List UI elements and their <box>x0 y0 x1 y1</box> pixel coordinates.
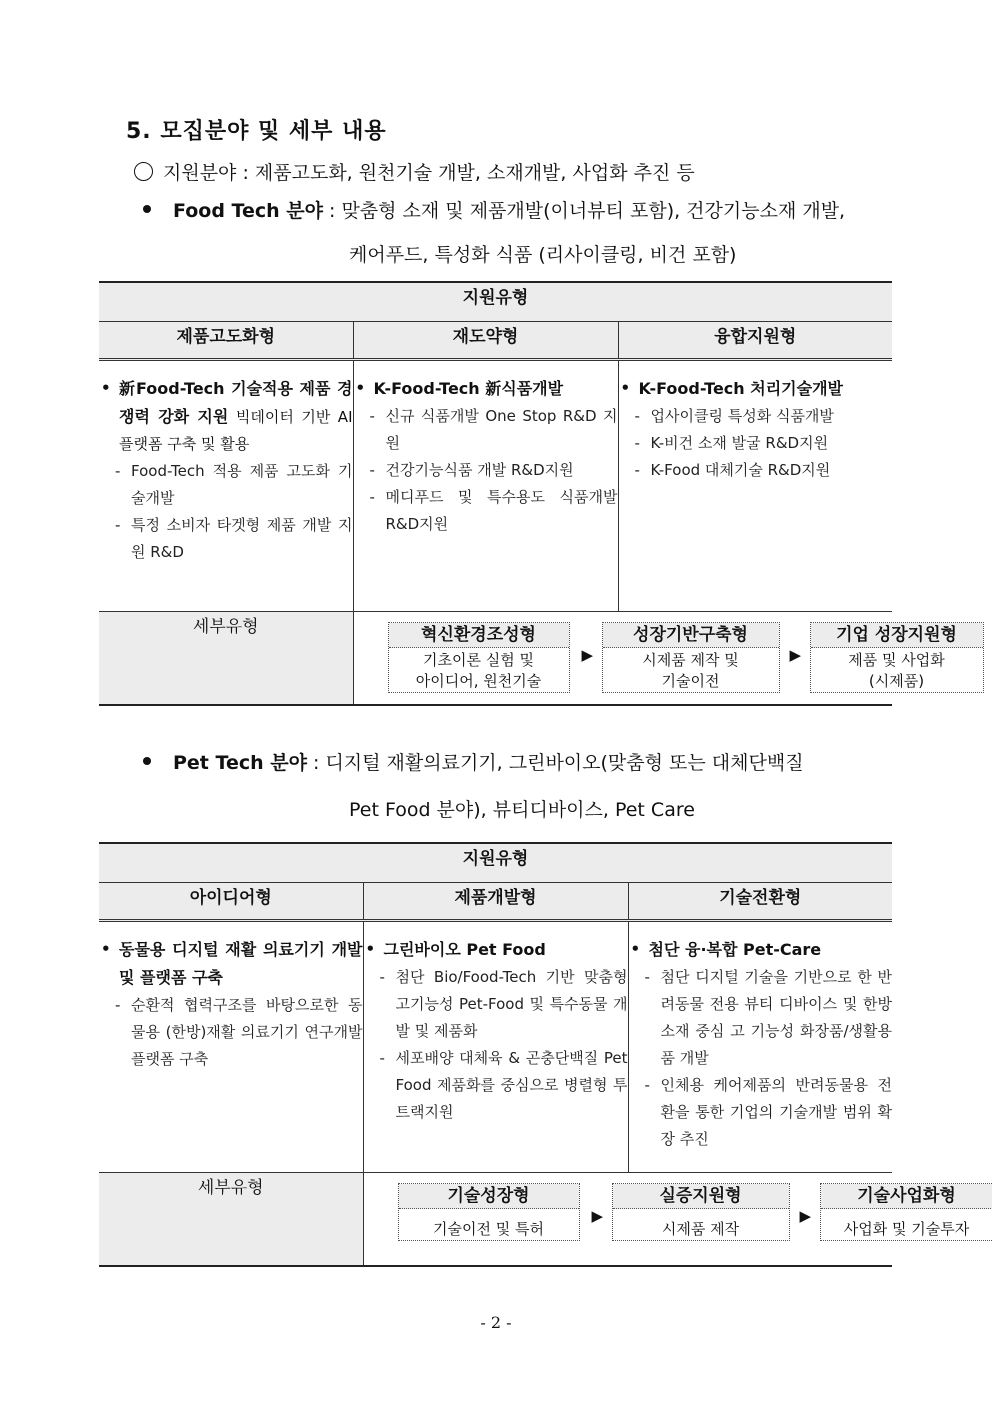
list-item: - 신규 식품개발 One Stop R&D 지원 <box>354 403 618 457</box>
list-item <box>629 936 893 964</box>
flow-title: 기술사업화형 <box>821 1184 992 1209</box>
support-type-header: 지원유형 <box>99 282 892 322</box>
col-header-tech-transfer: 기술전환형 <box>628 883 892 921</box>
pet-tech-desc-2: Pet Food 분야), 뷰티디바이스, Pet Care <box>349 799 695 821</box>
support-field-line <box>134 158 695 185</box>
list-item: - 건강기능식품 개발 R&D지원 <box>354 457 618 484</box>
item-text: 빅데이터 기반 AI플랫폼 구축 및 활용 <box>119 408 353 453</box>
list-item: - 인체용 케어제품의 반려동물용 전환을 통한 기업의 기술개발 범위 확장 추진 <box>629 1072 893 1153</box>
food-cell-1 <box>99 360 353 612</box>
arrow-right-icon: ▶ <box>799 1207 812 1225</box>
food-tech-label: Food Tech 분야 <box>173 200 323 222</box>
food-tech-line: Food Tech 분야 : 맞춤형 소재 및 제품개발(이너뷰티 포함), 건강기능소재 개발, <box>143 191 845 231</box>
list-item: - 세포배양 대체육 & 곤충단백질 Pet Food 제품화를 중심으로 병렬형 투트랙지원 <box>364 1045 628 1126</box>
pet-cell-3 <box>628 921 892 1173</box>
list-item: - K-비건 소재 발굴 R&D지원 <box>619 430 893 457</box>
flow-text: 기술이전 및 특허 <box>433 1220 544 1238</box>
food-cell-3 <box>618 360 892 612</box>
bullet-icon <box>143 757 151 765</box>
list-item: - 특정 소비자 타겟형 제품 개발 지원 R&D <box>99 512 353 566</box>
flow-box <box>602 622 780 693</box>
item-title: 新Food-Tech 기술적용 제품 경쟁력 강화 지원 <box>119 379 353 426</box>
flow-text: 기술이전 <box>661 672 720 690</box>
item-title: 동물용 디지털 재활 의료기기 개발 및 플랫폼 구축 <box>119 940 363 987</box>
list-item: - 첨단 Bio/Food-Tech 기반 맞춤형 고기능성 Pet-Food 및 특수동물 개발 및 제품화 <box>364 964 628 1045</box>
bullet-icon <box>143 205 151 213</box>
item-title: K-Food-Tech 처리기술개발 <box>638 379 843 398</box>
col-header-convergence: 융합지원형 <box>618 322 892 360</box>
flow-text: (시제품) <box>868 672 925 690</box>
pet-cell-1 <box>99 921 363 1173</box>
col-header-idea: 아이디어형 <box>99 883 363 921</box>
flow-text: 시제품 제작 및 <box>642 651 739 669</box>
pet-tech-desc-1: 디지털 재활의료기기, 그린바이오(맞춤형 또는 대체단백질 <box>325 752 804 774</box>
flow-box <box>388 622 570 693</box>
item-title: 그린바이오 Pet Food <box>383 940 546 959</box>
list-item <box>99 936 363 992</box>
item-title: 첨단 융·복합 Pet-Care <box>648 940 822 959</box>
support-type-header: 지원유형 <box>99 843 892 883</box>
flow-text: 사업화 및 기술투자 <box>843 1220 970 1238</box>
sub-type-label: 세부유형 <box>99 612 353 706</box>
list-item: - 업사이클링 특성화 식품개발 <box>619 403 893 430</box>
list-item <box>619 375 893 403</box>
arrow-right-icon: ▶ <box>581 646 594 664</box>
pet-cell-2 <box>363 921 628 1173</box>
pet-tech-table <box>99 842 970 1267</box>
sub-type-label: 세부유형 <box>99 1173 363 1267</box>
flow-box <box>398 1183 580 1241</box>
flow-title: 성장기반구축형 <box>603 623 779 648</box>
flow-title: 기술성장형 <box>399 1184 579 1209</box>
section-heading: 5. 모집분야 및 세부 내용 <box>126 119 387 144</box>
flow-title: 실증지원형 <box>613 1184 789 1209</box>
list-item: - 순환적 협력구조를 바탕으로한 동물용 (한방)재활 의료기기 연구개발 플랫폼 구축 <box>99 992 363 1073</box>
flow-text: 아이디어, 원천기술 <box>415 672 542 690</box>
list-item: - 첨단 디지털 기술을 기반으로 한 반려동물 전용 뷰티 디바이스 및 한방 소재 중심 고 기능성 화장품/생활용품 개발 <box>629 964 893 1072</box>
list-item: - 메디푸드 및 특수용도 식품개발 R&D지원 <box>354 484 618 538</box>
list-item <box>354 375 618 403</box>
pet-tech-line: Pet Tech 분야 : 디지털 재활의료기기, 그린바이오(맞춤형 또는 대체단백질 <box>143 743 804 783</box>
list-item: - Food-Tech 적용 제품 고도화 기술개발 <box>99 458 353 512</box>
food-tech-table <box>99 281 957 706</box>
food-cell-2 <box>353 360 618 612</box>
list-item: - K-Food 대체기술 R&D지원 <box>619 457 893 484</box>
flow-text: 기초이론 실험 및 <box>423 651 534 669</box>
arrow-right-icon: ▶ <box>591 1207 604 1225</box>
support-field-text: 지원분야 : 제품고도화, 원천기술 개발, 소재개발, 사업화 추진 등 <box>163 162 695 184</box>
item-title: K-Food-Tech 新식품개발 <box>373 379 564 398</box>
col-header-product-upgrade: 제품고도화형 <box>99 322 353 360</box>
arrow-right-icon: ▶ <box>789 646 802 664</box>
food-tech-desc-2: 케어푸드, 특성화 식품 (리사이클링, 비건 포함) <box>349 244 737 266</box>
flow-title: 혁신환경조성형 <box>389 623 569 648</box>
sub-type-flow <box>353 612 957 706</box>
flow-text: 제품 및 사업화 <box>848 651 945 669</box>
food-tech-desc-1: 맞춤형 소재 및 제품개발(이너뷰티 포함), 건강기능소재 개발, <box>341 200 846 222</box>
flow-box <box>810 622 984 693</box>
flow-title: 기업 성장지원형 <box>811 623 983 648</box>
flow-text: 시제품 제작 <box>661 1220 740 1238</box>
list-item <box>364 936 628 964</box>
sub-type-flow <box>363 1173 970 1267</box>
flow-box <box>612 1183 790 1241</box>
page-number: - 2 - <box>480 1313 512 1332</box>
col-header-relaunch: 재도약형 <box>353 322 618 360</box>
col-header-product-dev: 제품개발형 <box>363 883 628 921</box>
circle-bullet-icon <box>134 162 153 181</box>
pet-tech-label: Pet Tech 분야 <box>173 752 307 774</box>
flow-box <box>820 1183 992 1241</box>
list-item <box>99 375 353 458</box>
